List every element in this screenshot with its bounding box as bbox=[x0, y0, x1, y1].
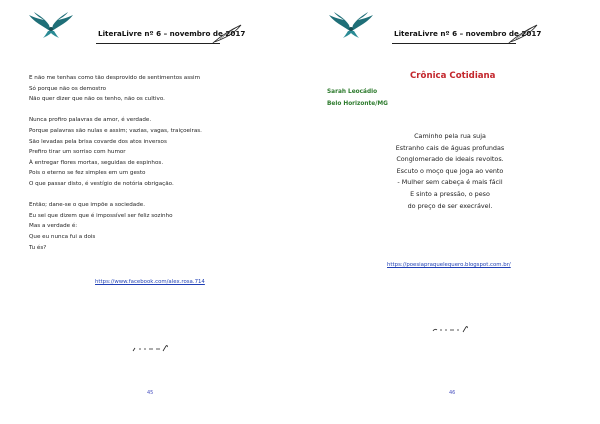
right-poem bbox=[340, 131, 560, 212]
author-blog-link[interactable]: https://poesiapraquelequero.blogspot.com.br/ bbox=[387, 262, 511, 268]
poem-line: Nunca profiro palavras de amor, é verdade. bbox=[29, 117, 152, 124]
poem-line: Porque palavras são nulas e assim; vazias, vagas, traiçoeiras. bbox=[29, 127, 202, 134]
poem-line: O que passar disto, é vestígio de notória obrigação. bbox=[29, 180, 174, 187]
page-number: 45 bbox=[147, 390, 154, 396]
bird-wings-logo-icon bbox=[28, 12, 74, 38]
poem-line: - Mulher sem cabeça é mais fácil bbox=[397, 178, 503, 187]
poem-line: São levadas pela brisa covarde dos atos inversos bbox=[29, 138, 167, 145]
squiggle-ornament-icon bbox=[131, 343, 171, 353]
bird-wings-logo-icon bbox=[328, 12, 374, 38]
author-name: Sarah Leocádio bbox=[327, 89, 378, 95]
chronicle-title: Crônica Cotidiana bbox=[410, 71, 496, 81]
squiggle-ornament-icon bbox=[431, 324, 471, 334]
header-rule bbox=[392, 43, 516, 44]
poem-line: Não quer dizer que não os tenho, não os cultivo. bbox=[29, 96, 165, 103]
poem-line: À entregar flores mortas, seguidas de espinhos. bbox=[29, 159, 164, 166]
author-facebook-link[interactable]: https://www.facebook.com/alex.rosa.714 bbox=[95, 279, 205, 285]
header-title: LiteraLivre nº 6 – novembro de 2017 bbox=[98, 29, 246, 38]
poem-line: Caminho pela rua suja bbox=[414, 132, 486, 140]
poem-line: E não me tenhas como tão desprovido de sentimentos assim bbox=[29, 75, 201, 81]
poem-line: Eu sei que dizem que é impossível ser feliz sozinho bbox=[29, 212, 173, 219]
poem-line: E sinto a pressão, o peso bbox=[410, 189, 490, 198]
right-page bbox=[300, 0, 600, 424]
stanza-gap bbox=[29, 105, 202, 116]
header-rule bbox=[96, 43, 220, 44]
poem-line: Estranho cais de águas profundas bbox=[395, 143, 505, 152]
poem-line: Escuto o moço que joga ao vento bbox=[396, 166, 504, 175]
poem-line: Conglomerado de ideais revoltos. bbox=[396, 155, 504, 164]
poem-line: Mas a verdade é: bbox=[29, 223, 78, 230]
left-poem bbox=[29, 73, 202, 253]
poem-line: Prefiro tirar um sorriso com humor bbox=[29, 149, 126, 156]
poem-line: Tu és? bbox=[29, 244, 47, 251]
author-city: Belo Horizonte/MG bbox=[327, 101, 388, 107]
poem-line: Pois o eterno se fez simples em um gesto bbox=[29, 170, 146, 177]
poem-line: do preço de ser execrável. bbox=[407, 201, 493, 210]
page-number: 46 bbox=[449, 390, 456, 396]
poem-line: Só porque não os demostro bbox=[29, 85, 107, 92]
stanza-gap bbox=[29, 190, 202, 201]
quill-pen-icon bbox=[506, 24, 540, 44]
header-title: LiteraLivre nº 6 – novembro de 2017 bbox=[394, 29, 542, 38]
poem-line: Então; dane-se o que impõe a sociedade. bbox=[29, 202, 145, 209]
poem-line: Que eu nunca fui a dois bbox=[29, 233, 96, 240]
quill-pen-icon bbox=[210, 24, 244, 44]
